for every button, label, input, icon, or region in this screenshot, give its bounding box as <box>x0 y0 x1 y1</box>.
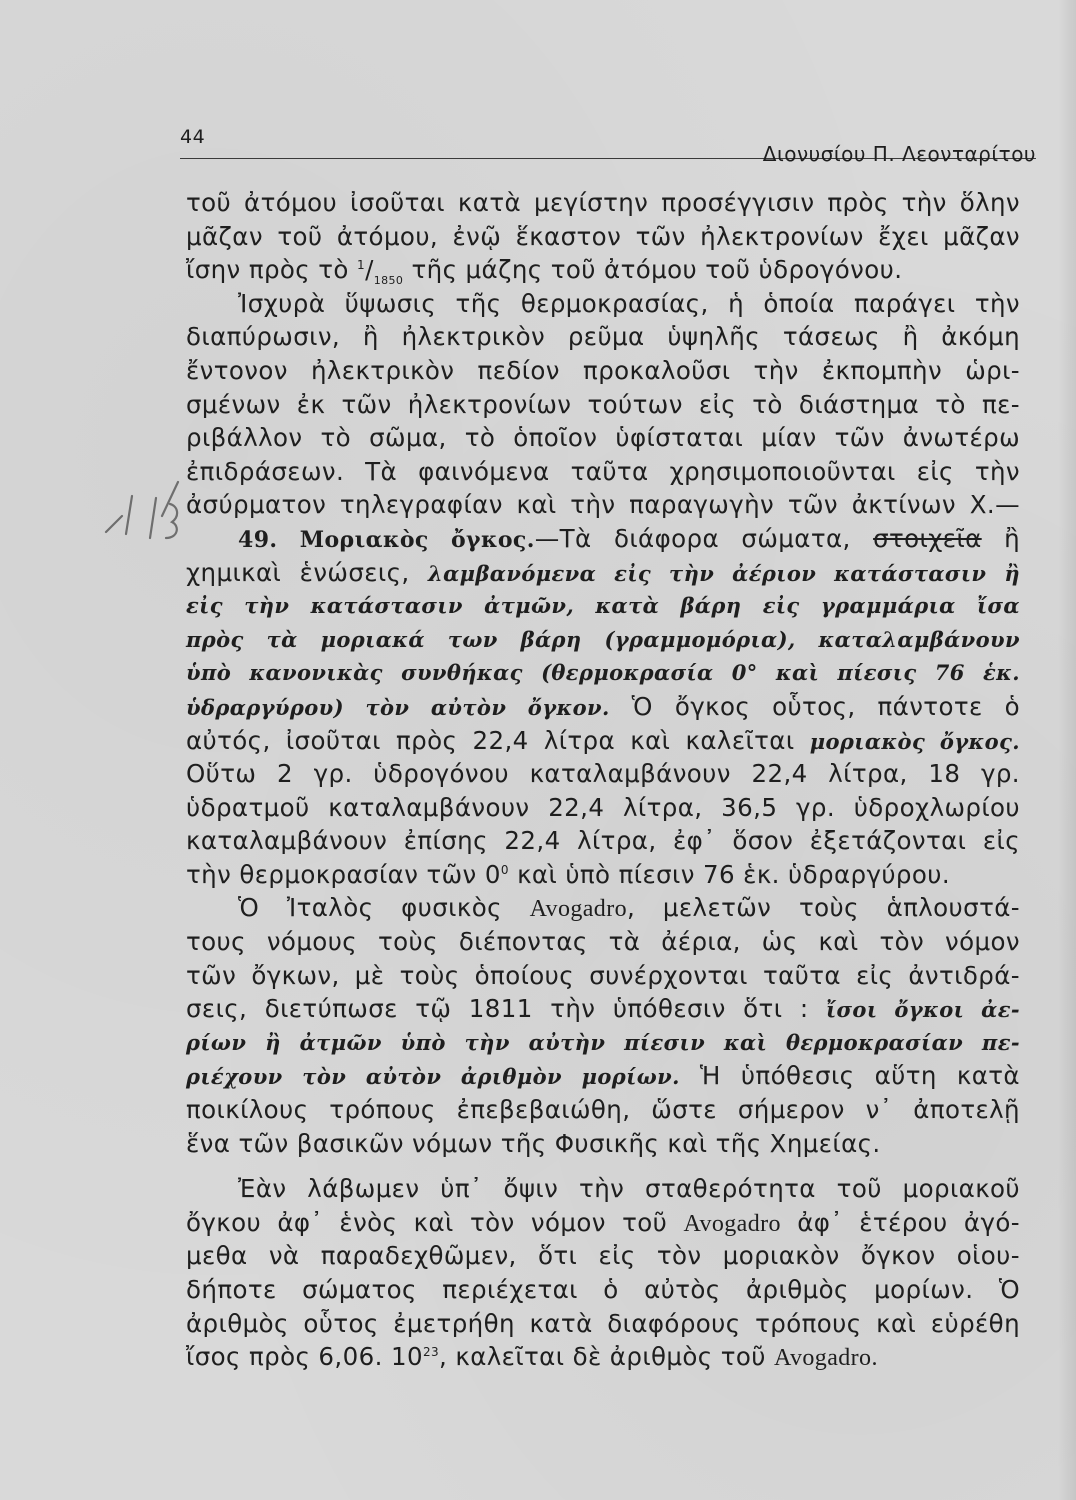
emphasis-text: μοριακὸς ὄγκος. <box>809 728 1020 754</box>
struck-word: στοιχεῖα <box>873 523 982 553</box>
text-line: Οὕτω 2 γρ. ὑδρογόνου καταλαμβάνουν 22,4 λίτρα, 18 γρ. <box>186 759 1020 789</box>
text-line: καταλαμβάνουν ἐπίσης 22,4 λίτρα, ἐφ᾽ ὅσον ἐξετάζονται εἰς <box>186 826 1020 856</box>
text-line: Ἰσχυρὰ ὕψωσις τῆς θερμοκρασίας, ἡ ὁποία παράγει τὴν <box>238 288 1020 318</box>
text-run: Ὁ Ἰταλὸς φυσικὸς <box>238 893 530 923</box>
text-line: ριβάλλον τὸ σῶμα, τὸ ὁποῖον ὑφίσταται μίαν τῶν ἀνωτέρω <box>186 423 1020 453</box>
page-header <box>180 124 1036 166</box>
text-run: Ἡ ὑπόθεσις αὕτη κατὰ <box>679 1061 1020 1091</box>
text-line <box>186 556 1020 590</box>
scan-edge-shadow <box>1058 0 1076 1500</box>
text-line <box>186 1340 1020 1374</box>
text-line: τους νόμους τοὺς διέποντας τὰ ἀέρια, ὡς καὶ τὸν νόμον <box>186 927 1020 957</box>
text-line <box>186 1059 1020 1093</box>
text-line: τοῦ ἀτόμου ἰσοῦται κατὰ μεγίστην προσέγγισιν πρὸς τὴν ὅλην <box>186 188 1020 217</box>
text-run: καὶ ὑπὸ πίεσιν 76 ἑκ. ὑδραργύρου. <box>508 859 951 889</box>
page-number: 44 <box>180 126 206 148</box>
handwritten-margin-note <box>92 476 188 556</box>
emphasis-text: ριέχουν τὸν αὐτὸν ἀριθμὸν μορίων. <box>186 1064 680 1090</box>
text-run: τῆς μάζης τοῦ ἀτόμου τοῦ ὑδρογόνου. <box>403 255 903 285</box>
text-line <box>186 992 1020 1026</box>
text-run: σεις, διετύπωσε τῷ 1811 τὴν ὑπόθεσιν ὅτι : <box>186 994 826 1024</box>
section-heading: 49. Μοριακὸς ὄγκος. <box>238 526 535 553</box>
text-line: μᾶζαν τοῦ ἀτόμου, ἐνῷ ἕκαστον τῶν ἠλεκτρονίων ἔχει μᾶζαν <box>186 221 1020 251</box>
text-run: —Τὰ διάφορα σώματα, <box>534 523 874 553</box>
margin-note-strokes <box>106 482 178 538</box>
text-line <box>186 1206 1020 1240</box>
section-heading-line <box>186 522 1020 556</box>
text-line: εἰς τὴν κατάστασιν ἀτμῶν, κατὰ βάρη εἰς γραμμάρια ἴσα <box>186 593 1020 619</box>
text-line: ἔντονον ἠλεκτρικὸν πεδίον προκαλοῦσι τὴν ἐκπομπὴν ὡρι- <box>186 355 1020 385</box>
text-line <box>186 891 1020 925</box>
body-text <box>186 186 1020 1374</box>
text-run: ἀφ᾽ ἑτέρου ἀγό- <box>780 1207 1020 1237</box>
emphasis-text: ἴσοι ὄγκοι ἀε- <box>825 997 1020 1023</box>
text-line: ποικίλους τρόπους ἐπεβεβαιώθη, ὥστε σήμερον ν᾽ ἀποτελῇ <box>186 1095 1020 1125</box>
text-line: πρὸς τὰ μοριακά των βάρη (γραμμομόρια), καταλαμβάνουν <box>186 626 1020 652</box>
emphasis-text: ὑδραργύρου) τὸν αὐτὸν ὄγκον. <box>186 694 610 720</box>
person-name: Avogadro <box>529 896 627 923</box>
text-line: ἴσην πρὸς τὸ $^1/_{1850}$ τῆς μάζης τοῦ ἀτόμου τοῦ ὑδρογόνου. <box>186 255 903 288</box>
text-line: δήποτε σώματος περιέχεται ὁ αὐτὸς ἀριθμὸς μορίων. Ὁ <box>186 1275 1020 1304</box>
text-line: ἀριθμὸς οὗτος ἐμετρήθη κατὰ διαφόρους τρόπους καὶ εὑρέθη <box>186 1308 1020 1338</box>
text-run: ἢ <box>981 523 1020 553</box>
text-line: ὑπὸ κανονικὰς συνθήκας (θερμοκρασία 0° καὶ πίεσις 76 ἑκ. <box>186 660 1020 686</box>
text-line: σμένων ἐκ τῶν ἠλεκτρονίων τούτων εἰς τὸ διάστημα τὸ πε- <box>186 389 1020 419</box>
text-line: μεθα νὰ παραδεχθῶμεν, ὅτι εἰς τὸν μοριακὸν ὄγκον οἱου- <box>186 1241 1020 1271</box>
text-run: Ὁ ὄγκος οὗτος, πάντοτε ὁ <box>609 691 1020 721</box>
text-line: ἐπιδράσεων. Τὰ φαινόμενα ταῦτα χρησιμοποιοῦνται εἰς τὴν <box>186 456 1020 486</box>
text-line: τῶν ὄγκων, μὲ τοὺς ὁποίους συνέρχονται ταῦτα εἰς ἀντιδρά- <box>186 960 1020 990</box>
text-line: ὑδρατμοῦ καταλαμβάνουν 22,4 λίτρα, 36,5 γρ. ὑδροχλωρίου <box>186 792 1020 822</box>
text-line <box>186 858 1020 892</box>
text-line: ἀσύρματον τηλεγραφίαν καὶ τὴν παραγωγὴν τῶν ἀκτίνων Χ.— <box>186 490 1020 520</box>
text-line <box>186 724 1020 758</box>
degree-mark: 0 <box>500 862 509 877</box>
exponent: 23 <box>422 1345 440 1360</box>
person-name: Avogadro <box>683 1210 781 1237</box>
text-run: τὴν θερμοκρασίαν τῶν 0 <box>186 859 501 889</box>
text-line <box>186 690 1020 724</box>
text-line: Ἐὰν λάβωμεν ὑπ᾽ ὄψιν τὴν σταθερότητα τοῦ μοριακοῦ <box>238 1174 1020 1204</box>
text-run: ὄγκου ἀφ᾽ ἑνὸς καὶ τὸν νόμον τοῦ <box>186 1207 684 1237</box>
running-head: Διονυσίου Π. Λεονταρίτου <box>762 142 1036 166</box>
text-run: αὐτός, ἰσοῦται πρὸς 22,4 λίτρα καὶ καλεῖται <box>186 725 810 755</box>
text-line: ρίων ἢ ἀτμῶν ὑπὸ τὴν αὐτὴν πίεσιν καὶ θερμοκρασίαν πε- <box>186 1029 1020 1055</box>
person-name: Avogadro. <box>774 1345 878 1372</box>
text-line: ἕνα τῶν βασικῶν νόμων τῆς Φυσικῆς καὶ τῆς Χημείας. <box>186 1128 881 1158</box>
text-run: ἴσος πρὸς 6,06. 10 <box>186 1342 423 1372</box>
emphasis-text: λαμβανόμενα εἰς τὴν ἀέριον κατάστασιν ἢ <box>428 560 1020 586</box>
fraction-denominator: 1850 <box>373 274 404 288</box>
text-run: , καλεῖται δὲ ἀριθμὸς τοῦ <box>439 1342 775 1372</box>
text-line: διαπύρωσιν, ἢ ἠλεκτρικὸν ρεῦμα ὑψηλῆς τάσεως ἢ ἀκόμη <box>186 322 1020 352</box>
text-run: , μελετῶν τοὺς ἁπλουστά- <box>627 893 1021 923</box>
fraction-numerator: 1 <box>357 258 366 273</box>
text-run: ἴσην πρὸς τὸ <box>186 255 358 285</box>
text-run: χημικαὶ ἑνώσεις, <box>186 557 428 587</box>
